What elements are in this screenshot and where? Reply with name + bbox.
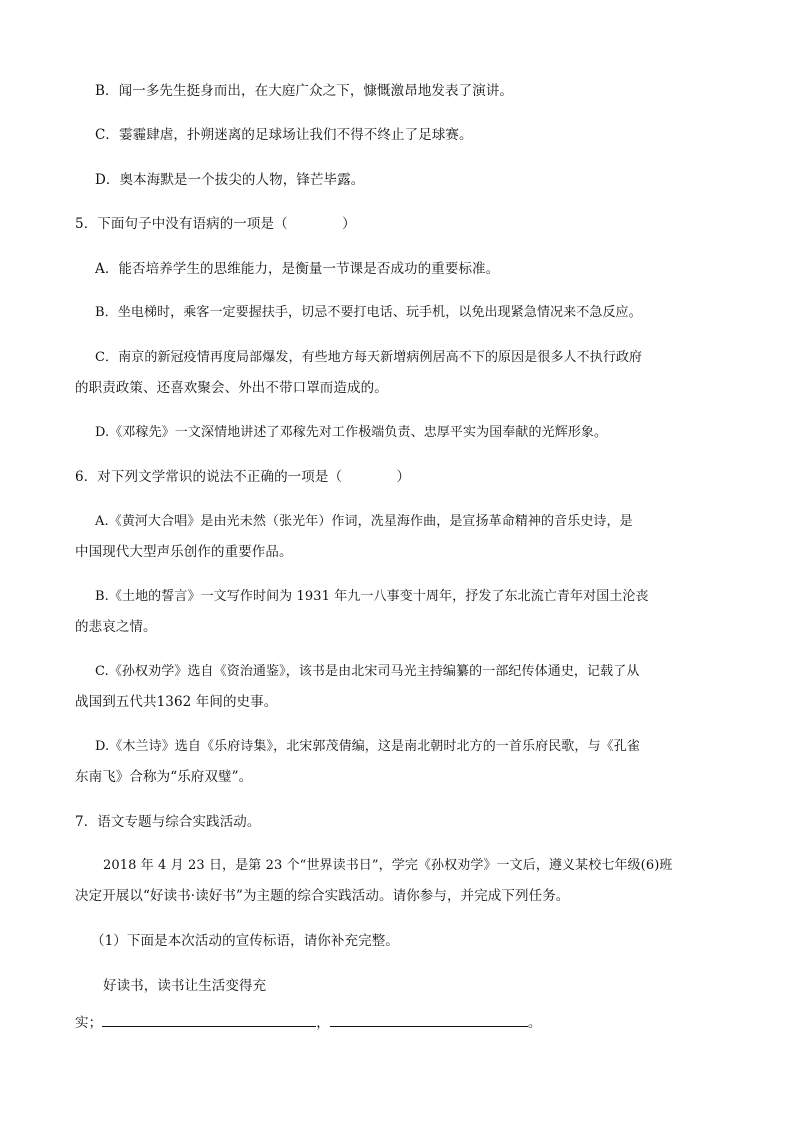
- q6-option-d-line2: 东南飞》合称为“乐府双璧”。: [75, 769, 253, 785]
- q5-option-b: B．坐电梯时，乘客一定要握扶手，切忌不要打电话、玩手机，以免出现紧急情况来不急反应。: [95, 305, 642, 320]
- q6-option-c-line1: C.《孙权劝学》选自《资治通鉴》，该书是由北宋司马光主持编纂的一部纪传体通史，记载了从: [95, 664, 640, 679]
- q6-stem: 6．对下列文学常识的说法不正确的一项是（ ）: [75, 469, 411, 485]
- answer-blank-1[interactable]: [102, 1012, 316, 1027]
- slogan-comma: ，: [316, 1015, 330, 1031]
- q4-option-c: C．霎霾肆虐，扑朔迷离的足球场让我们不得不终止了足球赛。: [95, 127, 473, 143]
- q6-option-b-line1: B.《土地的誓言》一文写作时间为 1931 年九一八事变十周年，抒发了东北流亡青年对国土沦丧: [95, 589, 649, 604]
- answer-blank-2[interactable]: [330, 1012, 528, 1027]
- slogan-prefix: 实；: [75, 1015, 103, 1031]
- q5-option-a: A．能否培养学生的思维能力，是衡量一节课是否成功的重要标准。: [95, 261, 500, 277]
- q5-stem: 5．下面句子中没有语病的一项是（ ）: [75, 216, 356, 232]
- q7-slogan-line2: [75, 1012, 541, 1033]
- q4-option-b: B．闻一多先生挺身而出，在大庭广众之下，慷慨激昂地发表了演讲。: [95, 83, 514, 99]
- q6-option-d-line1: D.《木兰诗》选自《乐府诗集》，北宋郭茂倩编，这是南北朝时北方的一首乐府民歌，与《孔雀: [95, 739, 640, 754]
- q6-option-a-line1: A.《黄河大合唱》是由光未然（张光年）作词，冼星海作曲，是宣扬革命精神的音乐史诗，是: [95, 514, 633, 529]
- q7-subquestion-1: （1）下面是本次活动的宣传标语，请你补充完整。: [91, 933, 399, 949]
- q7-paragraph-line2: 决定开展以“好读书·读好书”为主题的综合实践活动。请你参与，并完成下列任务。: [75, 888, 570, 904]
- q7-slogan-line1: 好读书，读书让生活变得充: [103, 978, 267, 994]
- q5-option-d: D.《邓稼先》一文深情地讲述了邓稼先对工作极端负责、忠厚平实为国奉献的光辉形象。: [95, 425, 608, 440]
- q5-option-c-line1: C．南京的新冠疫情再度局部爆发，有些地方每天新增病例居高不下的原因是很多人不执行政府: [95, 350, 643, 365]
- q4-option-d: D．奥本海默是一个拔尖的人物，锋芒毕露。: [95, 172, 365, 188]
- q6-option-b-line2: 的悲哀之情。: [75, 619, 157, 635]
- q6-option-a-line2: 中国现代大型声乐创作的重要作品。: [75, 544, 293, 560]
- q6-option-c-line2: 战国到五代共1362 年间的史事。: [75, 694, 278, 710]
- q7-stem: 7．语文专题与综合实践活动。: [75, 814, 261, 830]
- slogan-end: 。: [527, 1015, 542, 1031]
- q7-paragraph-line1: 2018 年 4 月 23 日，是第 23 个“世界读书日”，学完《孙权劝学》一文后，遵义某校七年级(6)班: [103, 858, 673, 873]
- q5-option-c-line2: 的职责政策、还喜欢聚会、外出不带口罩而造成的。: [75, 380, 388, 396]
